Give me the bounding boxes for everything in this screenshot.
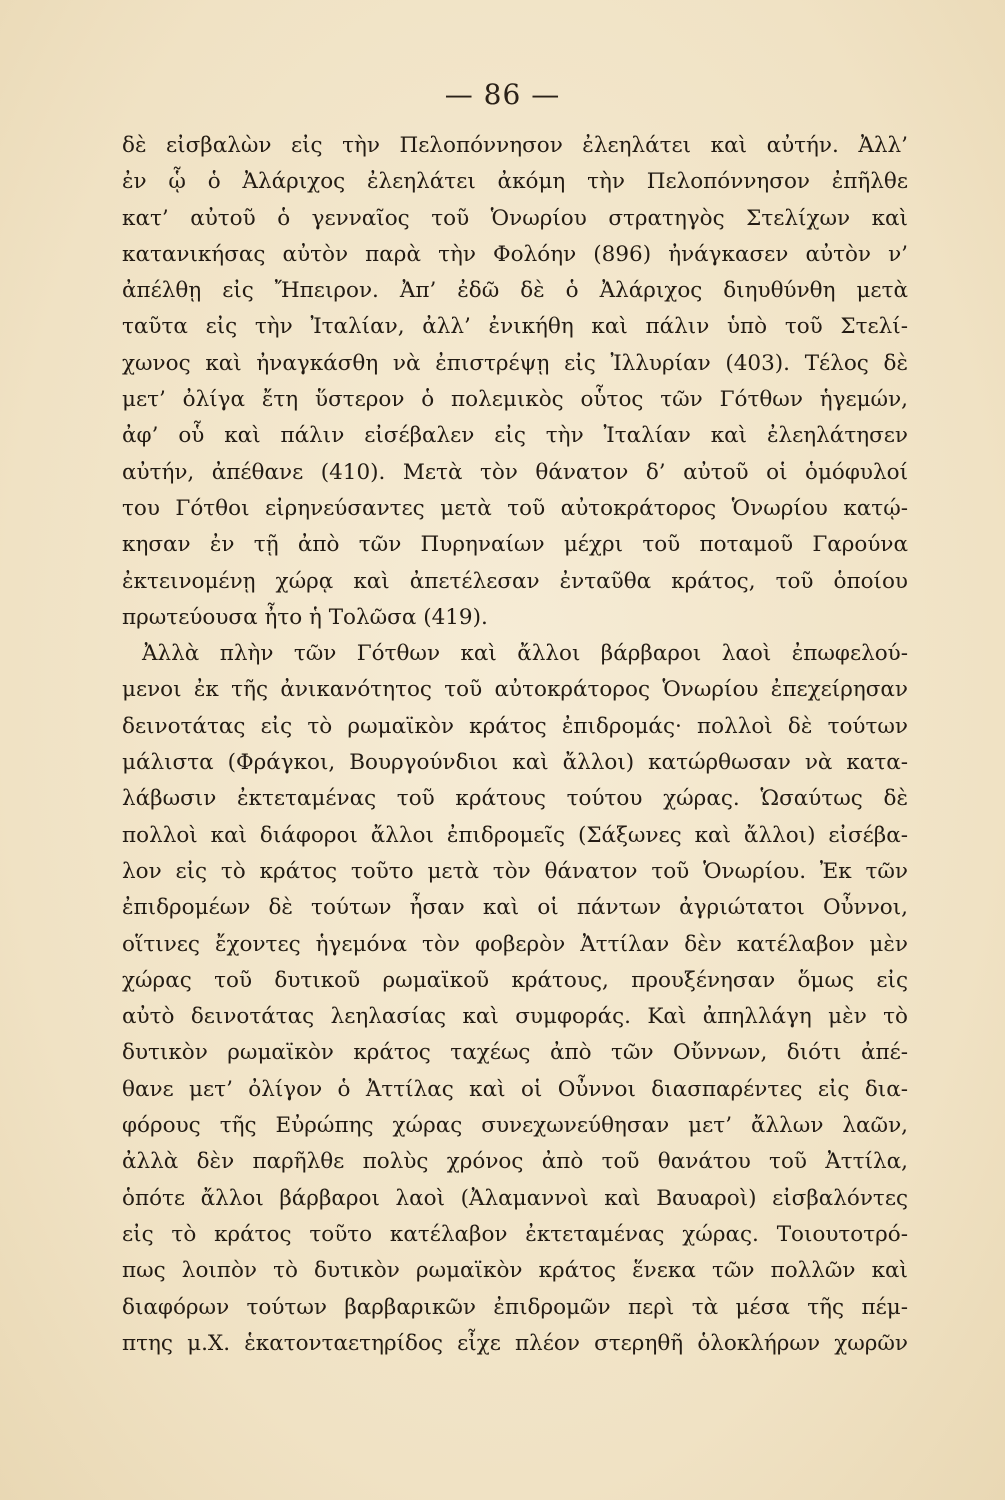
text-line: θανε μετ’ ὀλίγον ὁ Ἀττίλας καὶ οἱ Οὖννοι διασπαρέντες εἰς δια- [122,1076,908,1102]
text-line: λάβωσιν ἐκτεταμένας τοῦ κράτους τούτου χώρας. Ὡσαύτως δὲ [122,786,908,812]
text-line: ἀλλὰ δὲν παρῆλθε πολὺς χρόνος ἀπὸ τοῦ θανάτου τοῦ Ἀττίλα, [122,1149,908,1175]
text-line: χωνος καὶ ἠναγκάσθη νὰ ἐπιστρέψῃ εἰς Ἰλλυρίαν (403). Τέλος δὲ [122,350,908,376]
text-line: κατ’ αὐτοῦ ὁ γενναῖος τοῦ Ὁνωρίου στρατηγὸς Στελίχων καὶ [122,205,908,231]
text-line: πρωτεύουσα ἦτο ἡ Τολῶσα (419). [122,604,488,630]
text-line: μάλιστα (Φράγκοι, Βουργούνδιοι καὶ ἄλλοι) κατώρθωσαν νὰ κατα- [122,750,908,776]
text-line: ἀπέλθῃ εἰς Ἤπειρον. Ἀπ’ ἐδῶ δὲ ὁ Ἀλάριχος διηυθύνθη μετὰ [122,278,908,304]
text-line: ἐν ᾧ ὁ Ἀλάριχος ἐλεηλάτει ἀκόμη τὴν Πελοπόννησον ἐπῆλθε [122,169,908,195]
page-number: — 86 — [444,78,561,111]
text-line: πως λοιπὸν τὸ δυτικὸν ρωμαϊκὸν κράτος ἕνεκα τῶν πολλῶν καὶ [122,1258,908,1284]
text-line: οἵτινες ἔχοντες ἡγεμόνα τὸν φοβερὸν Ἀττίλαν δὲν κατέλαβον μὲν [122,931,908,957]
text-line: μενοι ἐκ τῆς ἀνικανότητος τοῦ αὐτοκράτορος Ὁνωρίου ἐπεχείρησαν [122,677,908,703]
text-line: ταῦτα εἰς τὴν Ἰταλίαν, ἀλλ’ ἐνικήθη καὶ πάλιν ὑπὸ τοῦ Στελί- [122,314,908,340]
text-line: ἐκτεινομένῃ χώρᾳ καὶ ἀπετέλεσαν ἐνταῦθα κράτος, τοῦ ὁποίου [122,568,908,594]
text-line: χώρας τοῦ δυτικοῦ ρωμαϊκοῦ κράτους, προυξένησαν ὅμως εἰς [122,967,908,993]
text-line: διαφόρων τούτων βαρβαρικῶν ἐπιδρομῶν περὶ τὰ μέσα τῆς πέμ- [122,1294,908,1320]
text-line: του Γότθοι εἰρηνεύσαντες μετὰ τοῦ αὐτοκράτορος Ὁνωρίου κατῴ- [122,495,908,521]
text-line: ὁπότε ἄλλοι βάρβαροι λαοὶ (Ἀλαμαννοὶ καὶ Βαυαροὶ) εἰσβαλόντες [122,1185,908,1211]
text-line: Ἀλλὰ πλὴν τῶν Γότθων καὶ ἄλλοι βάρβαροι λαοὶ ἐπωφελού- [142,641,908,667]
text-line: ἐπιδρομέων δὲ τούτων ἦσαν καὶ οἱ πάντων ἀγριώτατοι Οὖννοι, [122,895,908,921]
text-line: δεινοτάτας εἰς τὸ ρωμαϊκὸν κράτος ἐπιδρομάς· πολλοὶ δὲ τούτων [122,713,908,739]
text-line: εἰς τὸ κράτος τοῦτο κατέλαβον ἐκτεταμένας χώρας. Τοιουτοτρό- [122,1221,908,1247]
text-line: αὐτὸ δεινοτάτας λεηλασίας καὶ συμφοράς. Καὶ ἀπηλλάγη μὲν τὸ [122,1004,908,1030]
text-line: ἀφ’ οὗ καὶ πάλιν εἰσέβαλεν εἰς τὴν Ἰταλίαν καὶ ἐλεηλάτησεν [122,423,908,449]
text-line: πτης μ.Χ. ἑκατονταετηρίδος εἶχε πλέον στερηθῆ ὁλοκλήρων χωρῶν [122,1330,908,1356]
text-line: πολλοὶ καὶ διάφοροι ἄλλοι ἐπιδρομεῖς (Σάξωνες καὶ ἄλλοι) εἰσέβα- [122,822,908,848]
text-line: κησαν ἐν τῇ ἀπὸ τῶν Πυρηναίων μέχρι τοῦ ποταμοῦ Γαρούνα [122,532,908,558]
text-line: λον εἰς τὸ κράτος τοῦτο μετὰ τὸν θάνατον τοῦ Ὁνωρίου. Ἐκ τῶν [122,858,908,884]
text-line: κατανικήσας αὐτὸν παρὰ τὴν Φολόην (896) ἠνάγκασεν αὐτὸν ν’ [122,241,908,267]
text-line: μετ’ ὀλίγα ἔτη ὕστερον ὁ πολεμικὸς οὗτος τῶν Γότθων ἡγεμών, [122,387,908,413]
text-line: αὐτήν, ἀπέθανε (410). Μετὰ τὸν θάνατον δ’ αὐτοῦ οἱ ὁμόφυλοί [122,459,908,485]
body-text [122,128,908,1362]
text-line: δὲ εἰσβαλὼν εἰς τὴν Πελοπόννησον ἐλεηλάτει καὶ αὐτήν. Ἀλλ’ [122,133,908,158]
text-line: δυτικὸν ρωμαϊκὸν κράτος ταχέως ἀπὸ τῶν Οὔννων, διότι ἀπέ- [122,1040,908,1066]
text-line: φόρους τῆς Εὐρώπης χώρας συνεχωνεύθησαν μετ’ ἄλλων λαῶν, [122,1113,908,1139]
